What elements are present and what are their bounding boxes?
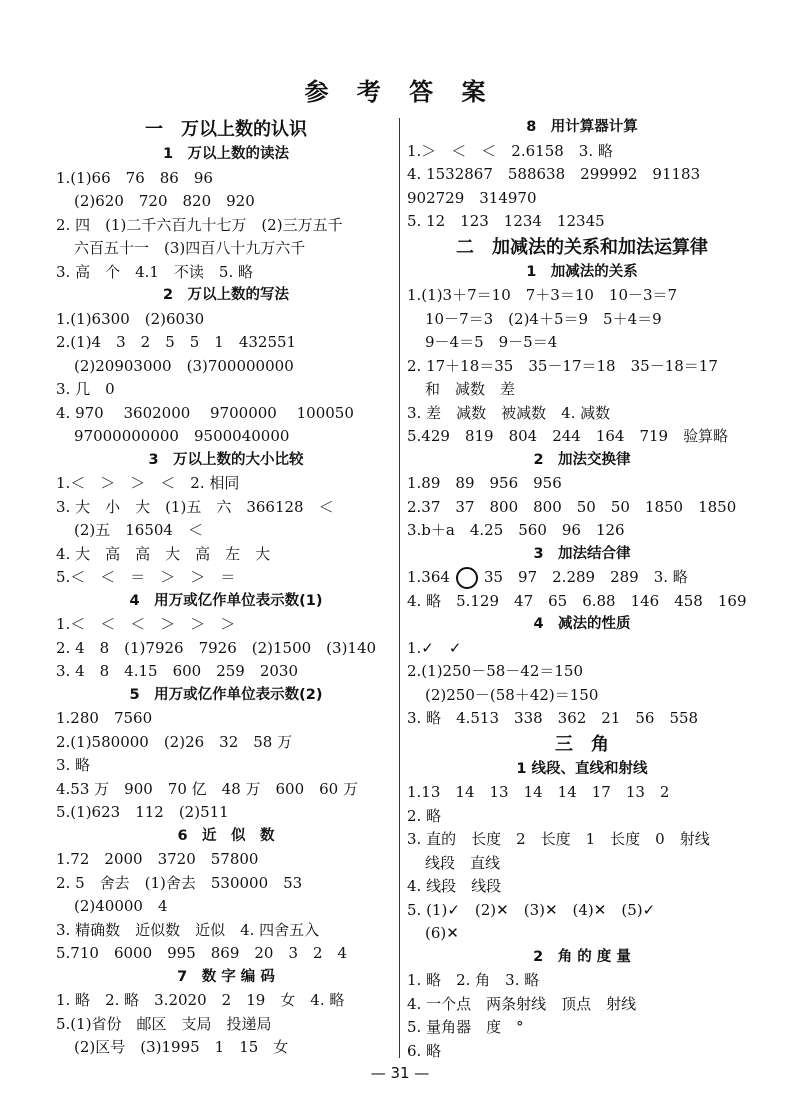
answer-line: 3. 略 4.513 338 362 21 56 558 bbox=[407, 709, 699, 727]
column-divider bbox=[399, 118, 400, 1058]
answer-line: 5. (1)✓ (2)✕ (3)✕ (4)✕ (5)✓ bbox=[407, 900, 656, 919]
subsection-heading: 7 数 字 编 码 bbox=[177, 968, 275, 985]
answer-line: 六百五十一 (3)四百八十九万六千 bbox=[74, 239, 306, 257]
answer-line: 2.(1)4 3 2 5 5 1 432551 bbox=[56, 333, 297, 351]
answer-line: 6. 略 bbox=[407, 1041, 442, 1060]
page-title: 参 考 答 案 bbox=[304, 78, 496, 106]
answer-line: 3. 4 8 4.15 600 259 2030 bbox=[56, 662, 299, 680]
answer-line: 3. 高 个 4.1 不读 5. 略 bbox=[56, 262, 254, 281]
answer-line: 5.(1)省份 邮区 支局 投递局 bbox=[56, 1014, 272, 1033]
answer-line: 1.＜ ＞ ＞ ＜ 2. 相同 bbox=[56, 474, 240, 492]
subsection-heading: 1 万以上数的读法 bbox=[162, 146, 290, 162]
subsection-heading: 3 加法结合律 bbox=[533, 545, 631, 562]
answer-line: 4. 线段 线段 bbox=[407, 877, 502, 895]
answer-line: 3. 大 小 大 (1)五 六 366128 ＜ bbox=[56, 497, 334, 516]
answer-line: (2)五 16504 ＜ bbox=[74, 521, 203, 539]
subsection-heading: 8 用计算器计算 bbox=[526, 119, 638, 135]
subsection-heading: 2 加法交换律 bbox=[533, 451, 631, 468]
answer-line: 5. 12 123 1234 12345 bbox=[407, 212, 605, 230]
answer-line: 1.89 89 956 956 bbox=[407, 474, 562, 492]
answer-line: (2)40000 4 bbox=[74, 897, 168, 915]
answer-line: 5.429 819 804 244 164 719 验算略 bbox=[407, 427, 729, 445]
answer-line: 1.(1)66 76 86 96 bbox=[56, 168, 213, 187]
subsection-heading: 6 近 似 数 bbox=[177, 827, 275, 844]
answer-line: 9－4＝5 9－5＝4 bbox=[425, 333, 558, 351]
section-heading: 三 角 bbox=[555, 733, 609, 755]
answer-line: 5.＜ ＜ ＝ ＞ ＞ ＝ bbox=[56, 568, 236, 586]
answer-line: 3. 精确数 近似数 近似 4. 四舍五入 bbox=[56, 920, 320, 939]
answer-line: 5.(1)623 112 (2)511 bbox=[56, 803, 229, 821]
answer-line: 5. 量角器 度 ° bbox=[407, 1018, 524, 1036]
answer-line bbox=[407, 566, 757, 590]
answer-line: 3. 直的 长度 2 长度 1 长度 0 射线 bbox=[407, 830, 710, 848]
answer-line: 1.✓ ✓ bbox=[407, 638, 462, 657]
answer-line: 3.b＋a 4.25 560 96 126 bbox=[407, 521, 625, 539]
answer-line: 10－7＝3 (2)4＋5＝9 5＋4＝9 bbox=[425, 309, 662, 328]
subsection-heading: 2 万以上数的写法 bbox=[162, 287, 290, 303]
circle-icon bbox=[456, 567, 478, 589]
subsection-heading: 1 加减法的关系 bbox=[526, 263, 638, 280]
answer-line: 1.＜ ＜ ＜ ＞ ＞ ＞ bbox=[56, 615, 236, 633]
subsection-heading: 4 用万或亿作单位表示数(1) bbox=[129, 592, 323, 609]
section-heading: 二 加减法的关系和加法运算律 bbox=[456, 236, 708, 258]
answer-line: 1.280 7560 bbox=[56, 709, 153, 727]
left-column bbox=[56, 116, 396, 1060]
answer-line: 2.(1)580000 (2)26 32 58 万 bbox=[56, 732, 293, 751]
answer-line: 4.53 万 900 70 亿 48 万 600 60 万 bbox=[56, 779, 358, 798]
answer-line: 2. 5 舍去 (1)舍去 530000 53 bbox=[56, 873, 303, 892]
answer-line: 3. 几 0 bbox=[56, 380, 115, 398]
answer-line: 4. 1532867 588638 299992 91183 bbox=[407, 165, 701, 183]
subsection-heading: 4 减法的性质 bbox=[533, 616, 631, 632]
answer-line: 1.72 2000 3720 57800 bbox=[56, 850, 259, 868]
answer-text: 1.364 bbox=[407, 568, 450, 586]
answer-line: 4. 略 5.129 47 65 6.88 146 458 169 bbox=[407, 591, 747, 610]
answer-line: (2)区号 (3)1995 1 15 女 bbox=[74, 1038, 289, 1056]
answer-line: 2. 4 8 (1)7926 7926 (2)1500 (3)140 bbox=[56, 638, 377, 657]
answer-line: 1.13 14 13 14 14 17 13 2 bbox=[407, 783, 670, 801]
right-column bbox=[407, 116, 757, 1063]
answer-line: 1.＞ ＜ ＜ 2.6158 3. 略 bbox=[407, 141, 613, 160]
answer-line: 和 减数 差 bbox=[425, 380, 516, 398]
answer-line: (2)620 720 820 920 bbox=[74, 192, 255, 210]
answer-line: 1.(1)3＋7＝10 7＋3＝10 10－3＝7 bbox=[407, 286, 678, 304]
answer-line: 2. 略 bbox=[407, 806, 442, 825]
page-number: — 31 — bbox=[370, 1064, 430, 1082]
answer-text: 35 97 2.289 289 3. 略 bbox=[483, 568, 688, 586]
subsection-heading: 5 用万或亿作单位表示数(2) bbox=[129, 686, 323, 703]
answer-line: (2)250－(58＋42)＝150 bbox=[425, 685, 599, 704]
subsection-heading: 2 角 的 度 量 bbox=[533, 948, 631, 965]
answer-line: 902729 314970 bbox=[407, 188, 537, 207]
answer-line: 2. 17＋18＝35 35－17＝18 35－18＝17 bbox=[407, 356, 718, 375]
answer-line: 3. 差 减数 被减数 4. 减数 bbox=[407, 403, 611, 422]
answer-line: 4. 一个点 两条射线 顶点 射线 bbox=[407, 994, 637, 1013]
answer-line: 2.37 37 800 800 50 50 1850 1850 bbox=[407, 497, 737, 516]
answer-line: 4. 大 高 高 大 高 左 大 bbox=[56, 544, 271, 563]
subsection-heading: 3 万以上数的大小比较 bbox=[148, 451, 304, 468]
answer-line: (6)✕ bbox=[425, 924, 459, 942]
answer-line: 线段 直线 bbox=[425, 853, 501, 872]
answer-line: 3. 略 bbox=[56, 756, 91, 774]
answer-line: 4. 970 3602000 9700000 100050 bbox=[56, 403, 354, 422]
answer-line: 1. 略 2. 略 3.2020 2 19 女 4. 略 bbox=[56, 991, 345, 1009]
answer-line: 1.(1)6300 (2)6030 bbox=[56, 309, 205, 328]
answer-line: 2.(1)250－58－42＝150 bbox=[407, 662, 583, 680]
answer-line: (2)20903000 (3)700000000 bbox=[74, 356, 294, 375]
answer-line: 2. 四 (1)二千六百九十七万 (2)三万五千 bbox=[56, 215, 343, 234]
answer-line: 5.710 6000 995 869 20 3 2 4 bbox=[56, 944, 348, 962]
subsection-heading: 1 线段、直线和射线 bbox=[516, 760, 648, 777]
answer-line: 97000000000 9500040000 bbox=[74, 427, 290, 445]
answer-line: 1. 略 2. 角 3. 略 bbox=[407, 971, 540, 989]
section-heading: 一 万以上数的认识 bbox=[145, 119, 307, 140]
